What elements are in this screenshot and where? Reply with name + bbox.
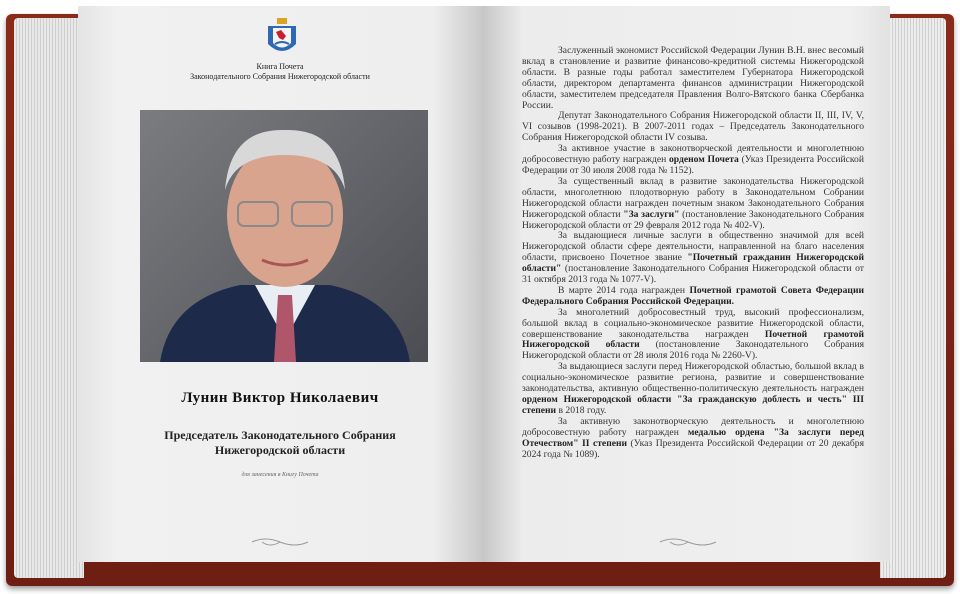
text-segment: (Указ Президента Российской Федерации от 20 декабря 2024 года № 1089). [522, 437, 864, 460]
text-segment: За существенный вклад в развитие законодательства Нижегородской области, многолетнюю плодотворную работу в Законодательном Собрании Нижегородской области награжден почетным знаком Законодательного Собрания Нижегородской области [522, 175, 864, 220]
biography-paragraph [522, 417, 864, 461]
text-segment: (постановление Законодательного Собрания Нижегородской области от 28 июля 2016 года № 2260-V). [522, 339, 864, 362]
text-segment: (постановление Законодательного Собрания Нижегородской области от 29 февраля 2012 года № 402-V). [522, 208, 865, 231]
text-segment: За многолетний добросовестный труд, высокий профессионализм, большой вклад в социально-экономическое развитие Нижегородской области, совершенствование законодательства награжден [522, 306, 864, 340]
ornament-icon [658, 536, 718, 548]
text-segment: За выдающиеся заслуги перед Нижегородской областью, большой вклад в социально-экономическое развитие региона, развитие и совершенствование законодательства, активную общественно-политическую деятельность награжден [522, 361, 864, 395]
text-segment: Заслуженный экономист Российской Федерации Лунин В.Н. внес весомый вклад в становление и развитие финансово-кредитной системы Нижегородской области. В разные годы работал заместителем Губернатора Нижегородской области, директором департамента финансов администрации Нижегородской области, заместителем председателя Правления Волго-Вятского банка Сбербанка России. [522, 45, 864, 111]
biography-paragraph [522, 231, 864, 286]
award-name: Почетной грамотой Совета Федерации Федерального Собрания Российской Федерации. [522, 284, 864, 307]
biography-paragraph [522, 46, 864, 111]
ornament-icon [250, 536, 310, 548]
right-page [482, 6, 890, 562]
biography-paragraph [522, 362, 864, 417]
biography-paragraph [522, 144, 864, 177]
caption: для занесения в Книгу Почета [241, 472, 319, 478]
award-name: орденом Нижегородской области "За гражданскую доблесть и честь" III степени [522, 394, 864, 416]
position-line-1: Председатель Законодательного Собрания [164, 428, 396, 442]
award-name: "За заслуги" [623, 208, 680, 220]
text-segment: в 2018 году. [556, 404, 607, 416]
text-segment: За активное участие в законотворческой деятельности и многолетнюю добросовестную работу награжден [522, 143, 864, 166]
text-segment: (постановление Законодательного Собрания Нижегородской области от 31 октября 2013 года № 1077-V). [522, 263, 864, 286]
book-subtitle: Законодательного Собрания Нижегородской области [190, 72, 370, 81]
biography-paragraph [522, 308, 864, 363]
person-name: Лунин Виктор Николаевич [181, 390, 379, 406]
position-line-2: Нижегородской области [214, 443, 346, 457]
page-edges-left [14, 18, 84, 578]
text-segment: (Указ Президента Российской Федерации от 30 июля 2008 года № 1152). [522, 154, 864, 176]
biography-paragraph [522, 286, 864, 308]
coat-of-arms-icon [265, 18, 299, 58]
award-name: орденом Почета [669, 154, 739, 166]
award-name: "Почетный гражданин Нижегородской области" [522, 252, 864, 275]
text-segment: За выдающиеся личные заслуги в общественно значимой для всей Нижегородской области сфере деятельности, направленной на благо населения области, присвоено Почетное звание [522, 230, 864, 264]
award-name: медалью ордена "За заслуги перед Отечеством" II степени [522, 426, 864, 449]
book-title: Книга Почета [256, 62, 304, 71]
biography-paragraph [522, 111, 864, 144]
left-page [78, 6, 482, 562]
text-segment: В марте 2014 года награжден [558, 284, 690, 296]
portrait-photo [140, 110, 428, 362]
biography-text [522, 46, 864, 460]
biography-paragraph [522, 177, 864, 232]
text-segment: Депутат Законодательного Собрания Нижегородской области II, III, IV, V, VI созывов (1998-2021). В 2007-2011 годах – Председатель Законодательного Собрания Нижегородской области IV созыва. [522, 110, 864, 144]
text-segment: За активную законотворческую деятельность и многолетнюю добросовестную работу награжден [522, 415, 864, 438]
award-name: Почетной грамотой Нижегородской области [522, 328, 864, 351]
